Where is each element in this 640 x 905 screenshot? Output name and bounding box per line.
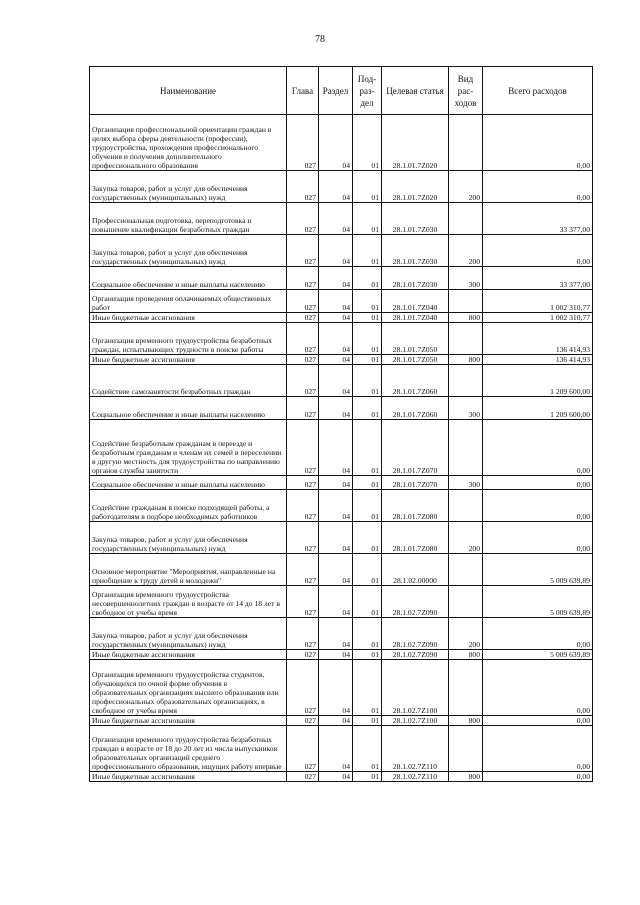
cell-section: 04	[319, 650, 353, 660]
cell-total: 0,00	[483, 490, 593, 522]
header-total: Всего расходов	[483, 67, 593, 115]
cell-total: 0,00	[483, 522, 593, 554]
cell-target: 28.1.01.7Z060	[382, 397, 449, 420]
cell-chapter: 027	[287, 618, 319, 650]
cell-chapter: 027	[287, 522, 319, 554]
header-expense-type: Вид рас-ходов	[449, 67, 483, 115]
cell-kind	[449, 115, 483, 171]
table-row	[90, 290, 593, 313]
cell-section: 04	[319, 772, 353, 782]
cell-target: 28.1.02.7Z090	[382, 650, 449, 660]
cell-kind	[449, 420, 483, 476]
cell-subsection: 01	[353, 660, 382, 716]
cell-subsection: 01	[353, 716, 382, 726]
table-row	[90, 313, 593, 323]
cell-subsection: 01	[353, 618, 382, 650]
cell-chapter: 027	[287, 726, 319, 772]
cell-name: Иные бюджетные ассигнования	[90, 716, 287, 726]
cell-section: 04	[319, 586, 353, 618]
cell-name: Закупка товаров, работ и услуг для обеспечения государственных (муниципальных) нужд	[90, 171, 287, 203]
header-target-article: Целевая статья	[382, 67, 449, 115]
cell-section: 04	[319, 313, 353, 323]
table-row	[90, 660, 593, 716]
cell-total: 33 377,00	[483, 267, 593, 290]
cell-section: 04	[319, 365, 353, 397]
cell-total: 0,00	[483, 618, 593, 650]
cell-kind	[449, 554, 483, 586]
cell-chapter: 027	[287, 586, 319, 618]
cell-chapter: 027	[287, 772, 319, 782]
table-row	[90, 554, 593, 586]
cell-kind	[449, 726, 483, 772]
cell-kind: 800	[449, 716, 483, 726]
cell-name: Содействие безработным гражданам в переезде и безработным гражданам и членам их семей в переселении в другую местность для трудоустройства по направлению органов службы занятости	[90, 420, 287, 476]
cell-subsection: 01	[353, 115, 382, 171]
cell-chapter: 027	[287, 365, 319, 397]
cell-subsection: 01	[353, 522, 382, 554]
cell-target: 28.1.01.7Z020	[382, 115, 449, 171]
cell-target: 28.1.01.7Z070	[382, 476, 449, 490]
cell-total: 0,00	[483, 772, 593, 782]
cell-total: 0,00	[483, 660, 593, 716]
cell-subsection: 01	[353, 267, 382, 290]
cell-total: 0,00	[483, 726, 593, 772]
cell-total: 1 209 600,00	[483, 365, 593, 397]
cell-kind: 200	[449, 618, 483, 650]
cell-name: Иные бюджетные ассигнования	[90, 355, 287, 365]
cell-kind	[449, 203, 483, 235]
cell-section: 04	[319, 290, 353, 313]
cell-chapter: 027	[287, 554, 319, 586]
cell-chapter: 027	[287, 313, 319, 323]
table-row	[90, 267, 593, 290]
cell-subsection: 01	[353, 355, 382, 365]
table-row	[90, 203, 593, 235]
header-chapter: Глава	[287, 67, 319, 115]
cell-target: 28.1.01.7Z080	[382, 490, 449, 522]
table-row	[90, 476, 593, 490]
cell-target: 28.1.02.7Z090	[382, 586, 449, 618]
cell-name: Организация временного трудоустройства студентов, обучающихся по очной форме обучения в образовательных организациях высшего образования или профессиональных образовательных организациях, в свободное от учебы время	[90, 660, 287, 716]
cell-chapter: 027	[287, 203, 319, 235]
cell-kind: 200	[449, 171, 483, 203]
cell-section: 04	[319, 522, 353, 554]
cell-total: 5 009 639,89	[483, 586, 593, 618]
cell-target: 28.1.01.7Z040	[382, 290, 449, 313]
cell-kind: 800	[449, 355, 483, 365]
cell-kind: 800	[449, 650, 483, 660]
cell-target: 28.1.02.7Z110	[382, 772, 449, 782]
cell-name: Иные бюджетные ассигнования	[90, 650, 287, 660]
cell-name: Организация временного трудоустройства несовершеннолетних граждан в возрасте от 14 до 18 лет в свободное от учебы время	[90, 586, 287, 618]
table-row	[90, 235, 593, 267]
cell-target: 28.1.01.7Z070	[382, 420, 449, 476]
table-row	[90, 522, 593, 554]
cell-total: 136 414,93	[483, 323, 593, 355]
cell-kind: 800	[449, 772, 483, 782]
cell-chapter: 027	[287, 171, 319, 203]
table-row	[90, 420, 593, 476]
cell-target: 28.1.01.7Z050	[382, 355, 449, 365]
cell-section: 04	[319, 618, 353, 650]
cell-section: 04	[319, 171, 353, 203]
cell-target: 28.1.02.7Z100	[382, 660, 449, 716]
table-row	[90, 323, 593, 355]
table-row	[90, 772, 593, 782]
cell-kind	[449, 290, 483, 313]
cell-name: Социальное обеспечение и иные выплаты населению	[90, 267, 287, 290]
cell-name: Основное мероприятие "Мероприятия, направленные на приобщение к труду детей и молодежи"	[90, 554, 287, 586]
cell-subsection: 01	[353, 476, 382, 490]
header-name: Наименование	[90, 67, 287, 115]
cell-total: 0,00	[483, 115, 593, 171]
cell-section: 04	[319, 235, 353, 267]
table-row	[90, 618, 593, 650]
table-body	[90, 115, 593, 782]
cell-section: 04	[319, 726, 353, 772]
cell-name: Иные бюджетные ассигнования	[90, 313, 287, 323]
cell-chapter: 027	[287, 323, 319, 355]
table-header	[90, 67, 593, 115]
table-row	[90, 397, 593, 420]
cell-section: 04	[319, 115, 353, 171]
cell-target: 28.1.01.7Z060	[382, 365, 449, 397]
cell-kind: 300	[449, 397, 483, 420]
cell-target: 28.1.01.7Z040	[382, 313, 449, 323]
cell-total: 1 002 310,77	[483, 290, 593, 313]
cell-target: 28.1.02.7Z090	[382, 618, 449, 650]
cell-target: 28.1.01.7Z030	[382, 267, 449, 290]
cell-subsection: 01	[353, 203, 382, 235]
cell-target: 28.1.02.00000	[382, 554, 449, 586]
cell-section: 04	[319, 716, 353, 726]
cell-chapter: 027	[287, 420, 319, 476]
cell-kind	[449, 365, 483, 397]
cell-total: 0,00	[483, 716, 593, 726]
cell-subsection: 01	[353, 490, 382, 522]
budget-table	[89, 66, 593, 782]
cell-name: Закупка товаров, работ и услуг для обеспечения государственных (муниципальных) нужд	[90, 618, 287, 650]
cell-total: 0,00	[483, 235, 593, 267]
cell-chapter: 027	[287, 115, 319, 171]
cell-kind: 300	[449, 476, 483, 490]
cell-total: 1 209 600,00	[483, 397, 593, 420]
cell-subsection: 01	[353, 586, 382, 618]
cell-name: Профессиональная подготовка, переподготовка и повышение квалификации безработных граждан	[90, 203, 287, 235]
cell-subsection: 01	[353, 726, 382, 772]
cell-chapter: 027	[287, 490, 319, 522]
cell-total: 5 009 639,89	[483, 650, 593, 660]
cell-target: 28.1.02.7Z100	[382, 716, 449, 726]
cell-name: Организация проведения оплачиваемых общественных работ	[90, 290, 287, 313]
cell-section: 04	[319, 420, 353, 476]
cell-total: 5 009 639,89	[483, 554, 593, 586]
cell-total: 136 414,93	[483, 355, 593, 365]
cell-kind: 200	[449, 522, 483, 554]
table-row	[90, 365, 593, 397]
cell-section: 04	[319, 323, 353, 355]
cell-chapter: 027	[287, 290, 319, 313]
cell-total: 33 377,00	[483, 203, 593, 235]
cell-subsection: 01	[353, 397, 382, 420]
page-number: 78	[315, 34, 325, 45]
cell-kind: 800	[449, 313, 483, 323]
cell-chapter: 027	[287, 355, 319, 365]
table-row	[90, 726, 593, 772]
cell-subsection: 01	[353, 772, 382, 782]
cell-subsection: 01	[353, 171, 382, 203]
cell-chapter: 027	[287, 476, 319, 490]
cell-target: 28.1.01.7Z030	[382, 235, 449, 267]
cell-kind	[449, 660, 483, 716]
table-row	[90, 650, 593, 660]
cell-kind: 200	[449, 235, 483, 267]
cell-chapter: 027	[287, 235, 319, 267]
cell-subsection: 01	[353, 323, 382, 355]
cell-chapter: 027	[287, 267, 319, 290]
cell-kind	[449, 490, 483, 522]
cell-name: Содействие самозанятости безработных граждан	[90, 365, 287, 397]
cell-total: 0,00	[483, 420, 593, 476]
cell-name: Социальное обеспечение и иные выплаты населению	[90, 476, 287, 490]
cell-chapter: 027	[287, 650, 319, 660]
cell-name: Содействие гражданам в поиске подходящей работы, а работодателям в подборе необходимых работников	[90, 490, 287, 522]
cell-total: 1 002 310,77	[483, 313, 593, 323]
cell-subsection: 01	[353, 420, 382, 476]
header-section: Раздел	[319, 67, 353, 115]
cell-subsection: 01	[353, 235, 382, 267]
cell-section: 04	[319, 554, 353, 586]
cell-target: 28.1.01.7Z080	[382, 522, 449, 554]
cell-name: Социальное обеспечение и иные выплаты населению	[90, 397, 287, 420]
cell-chapter: 027	[287, 397, 319, 420]
table-row	[90, 586, 593, 618]
cell-kind	[449, 323, 483, 355]
cell-total: 0,00	[483, 476, 593, 490]
cell-section: 04	[319, 660, 353, 716]
cell-target: 28.1.01.7Z050	[382, 323, 449, 355]
table-row	[90, 355, 593, 365]
cell-kind: 300	[449, 267, 483, 290]
cell-target: 28.1.01.7Z030	[382, 203, 449, 235]
cell-name: Иные бюджетные ассигнования	[90, 772, 287, 782]
table-row	[90, 171, 593, 203]
cell-section: 04	[319, 476, 353, 490]
table-row	[90, 490, 593, 522]
cell-section: 04	[319, 203, 353, 235]
cell-chapter: 027	[287, 660, 319, 716]
cell-name: Организация временного трудоустройства безработных граждан в возрасте от 18 до 20 лет из числа выпускников образовательных организаций среднего профессионального образования, ищущих работу впервые	[90, 726, 287, 772]
cell-kind	[449, 586, 483, 618]
table-row	[90, 716, 593, 726]
cell-subsection: 01	[353, 650, 382, 660]
cell-chapter: 027	[287, 716, 319, 726]
cell-section: 04	[319, 397, 353, 420]
cell-section: 04	[319, 490, 353, 522]
table-row	[90, 115, 593, 171]
header-subsection: Под-раз-дел	[353, 67, 382, 115]
cell-total: 0,00	[483, 171, 593, 203]
cell-name: Закупка товаров, работ и услуг для обеспечения государственных (муниципальных) нужд	[90, 522, 287, 554]
cell-name: Закупка товаров, работ и услуг для обеспечения государственных (муниципальных) нужд	[90, 235, 287, 267]
cell-subsection: 01	[353, 554, 382, 586]
cell-section: 04	[319, 355, 353, 365]
cell-subsection: 01	[353, 365, 382, 397]
cell-subsection: 01	[353, 313, 382, 323]
cell-section: 04	[319, 267, 353, 290]
cell-name: Организация профессиональной ориентации граждан в целях выбора сферы деятельности (профессии), трудоустройства, прохождения профессионального обучения и получения дополнительного профессионального образования	[90, 115, 287, 171]
cell-name: Организация временного трудоустройства безработных граждан, испытывающих трудности в поиске работы	[90, 323, 287, 355]
cell-target: 28.1.02.7Z110	[382, 726, 449, 772]
cell-target: 28.1.01.7Z020	[382, 171, 449, 203]
cell-subsection: 01	[353, 290, 382, 313]
